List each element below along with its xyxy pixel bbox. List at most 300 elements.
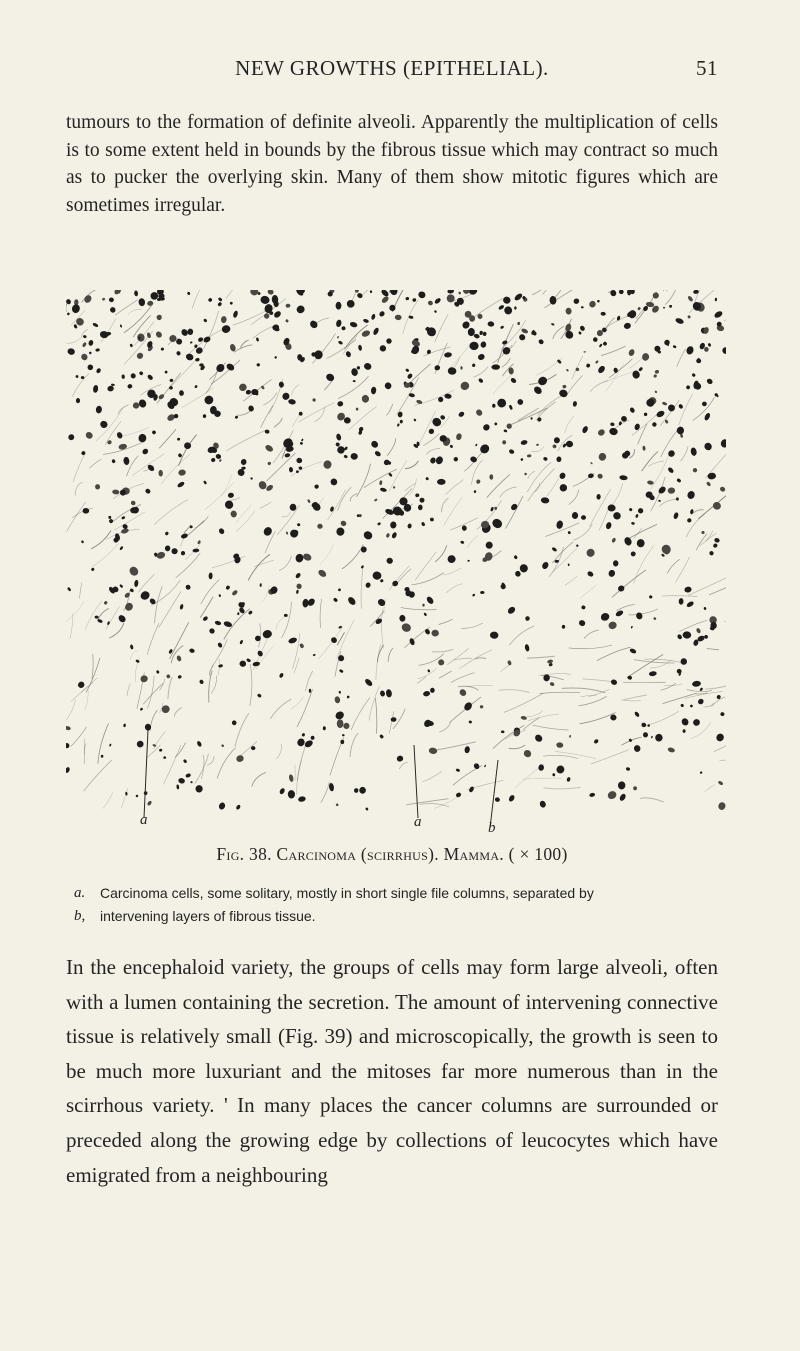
cell-nucleus bbox=[278, 381, 284, 388]
fiber-strand bbox=[569, 490, 579, 505]
cell-nucleus bbox=[215, 453, 222, 459]
cell-nucleus bbox=[641, 352, 650, 361]
cell-nucleus bbox=[543, 456, 548, 461]
cell-nucleus bbox=[415, 493, 420, 497]
cell-nucleus bbox=[221, 316, 227, 324]
cell-nucleus bbox=[180, 533, 188, 540]
cell-nucleus bbox=[67, 347, 76, 355]
fiber-strand bbox=[663, 693, 697, 703]
cell-nucleus bbox=[117, 614, 127, 624]
cell-nucleus bbox=[345, 351, 352, 358]
fiber-strand bbox=[681, 446, 688, 461]
cell-nucleus bbox=[617, 781, 626, 790]
cell-nucleus bbox=[379, 345, 386, 352]
fiber-strand bbox=[610, 484, 623, 508]
cell-nucleus bbox=[66, 725, 71, 730]
cell-nucleus bbox=[643, 732, 649, 738]
cell-nucleus bbox=[513, 292, 523, 301]
cell-nucleus bbox=[379, 480, 383, 485]
cell-nucleus bbox=[262, 629, 273, 639]
cell-nucleus bbox=[469, 455, 478, 463]
cell-nucleus bbox=[164, 545, 170, 552]
cell-nucleus bbox=[521, 328, 529, 335]
cell-nucleus bbox=[236, 754, 245, 762]
cell-nucleus bbox=[480, 341, 487, 348]
fiber-strand bbox=[661, 683, 676, 690]
cell-nucleus bbox=[218, 297, 223, 302]
fiber-strand bbox=[580, 585, 596, 598]
cell-nucleus bbox=[164, 370, 168, 374]
legend-key: a. bbox=[74, 885, 86, 901]
cell-nucleus bbox=[202, 616, 208, 622]
cell-nucleus bbox=[113, 290, 123, 296]
cell-nucleus bbox=[434, 310, 438, 313]
fiber-strand bbox=[528, 714, 559, 721]
cell-nucleus bbox=[553, 436, 561, 444]
cell-nucleus bbox=[71, 303, 81, 314]
cell-nucleus bbox=[231, 720, 237, 726]
fiber-strand bbox=[467, 536, 478, 548]
fiber-strand bbox=[234, 345, 252, 352]
label-pointer-lines bbox=[144, 730, 498, 828]
cell-nucleus bbox=[144, 723, 151, 731]
cell-nucleus bbox=[343, 454, 348, 458]
cell-nucleus bbox=[572, 401, 577, 407]
cell-nucleus bbox=[185, 773, 191, 779]
fiber-strand bbox=[342, 545, 363, 569]
cell-nucleus bbox=[225, 585, 230, 590]
chapter-title: NEW GROWTHS (EPITHELIAL). bbox=[235, 56, 549, 80]
cell-nucleus bbox=[479, 331, 483, 336]
cell-nucleus bbox=[330, 477, 339, 486]
fiber-strand bbox=[67, 699, 76, 720]
cell-nucleus bbox=[297, 523, 301, 526]
cell-nucleus bbox=[581, 425, 589, 434]
cell-nucleus bbox=[423, 612, 427, 616]
cell-nucleus bbox=[312, 398, 317, 403]
cell-nucleus bbox=[556, 456, 561, 462]
cell-nucleus bbox=[289, 503, 296, 511]
cell-nucleus bbox=[245, 390, 251, 395]
cell-nucleus bbox=[260, 295, 271, 305]
cell-nucleus bbox=[385, 337, 393, 345]
cell-nucleus bbox=[325, 372, 336, 382]
cell-nucleus bbox=[340, 740, 344, 744]
cell-nucleus bbox=[473, 762, 481, 770]
cell-nucleus bbox=[696, 627, 702, 634]
cell-nucleus bbox=[720, 438, 726, 448]
fiber-strand bbox=[493, 374, 513, 395]
cell-nucleus bbox=[190, 781, 193, 784]
cell-nucleus bbox=[669, 305, 673, 309]
cell-nucleus bbox=[111, 459, 115, 464]
cell-nucleus bbox=[187, 291, 191, 295]
figure-legend bbox=[74, 882, 734, 928]
cell-nucleus bbox=[609, 427, 619, 436]
cell-nucleus bbox=[597, 473, 604, 480]
cell-nucleus bbox=[651, 421, 657, 427]
fiber-strand bbox=[150, 710, 158, 731]
fiber-strand bbox=[601, 346, 626, 356]
cell-nucleus bbox=[147, 800, 153, 806]
cell-nucleus bbox=[478, 443, 491, 456]
cell-nucleus bbox=[510, 377, 517, 384]
cell-nucleus bbox=[406, 373, 413, 380]
cell-nucleus bbox=[358, 345, 363, 352]
fiber-strand bbox=[89, 460, 101, 469]
cell-nucleus bbox=[458, 688, 467, 697]
cell-nucleus bbox=[336, 302, 342, 310]
fiber-strand bbox=[688, 577, 726, 595]
cell-nucleus bbox=[428, 428, 435, 435]
fiber-strand bbox=[66, 601, 84, 621]
cell-nucleus bbox=[649, 671, 657, 677]
histology-figure bbox=[66, 290, 726, 830]
cell-nucleus bbox=[717, 801, 726, 811]
cell-nucleus bbox=[323, 460, 333, 470]
cell-nucleus bbox=[586, 570, 594, 577]
fiber-strand bbox=[338, 487, 352, 511]
cell-nucleus bbox=[447, 290, 454, 294]
cell-nucleus bbox=[317, 524, 323, 529]
fiber-strand bbox=[691, 722, 711, 739]
cell-nucleus bbox=[136, 351, 145, 360]
cell-nucleus bbox=[524, 644, 530, 652]
cell-nucleus bbox=[176, 784, 179, 789]
cell-nucleus bbox=[287, 790, 295, 799]
cell-nucleus bbox=[286, 531, 289, 534]
cell-nucleus bbox=[208, 627, 215, 634]
legend-row bbox=[74, 882, 734, 905]
cell-nucleus bbox=[524, 615, 530, 621]
fiber-strand bbox=[170, 622, 189, 659]
cell-nucleus bbox=[444, 352, 452, 358]
cell-nucleus bbox=[690, 704, 694, 708]
cell-nucleus bbox=[221, 324, 231, 334]
fiber-strand bbox=[686, 514, 705, 537]
cell-nucleus bbox=[434, 365, 441, 372]
cell-nucleus bbox=[447, 367, 456, 375]
cell-nucleus bbox=[498, 304, 505, 310]
cell-nucleus bbox=[309, 689, 311, 693]
fiber-strand bbox=[724, 616, 726, 622]
cell-nucleus bbox=[631, 522, 635, 525]
cell-nucleus bbox=[334, 696, 341, 704]
fiber-strand bbox=[543, 755, 578, 758]
cell-nucleus bbox=[480, 705, 484, 709]
cell-nucleus bbox=[676, 497, 679, 500]
fiber-strand bbox=[509, 626, 534, 645]
cell-nucleus bbox=[264, 429, 270, 434]
fiber-strand bbox=[256, 645, 275, 670]
cell-nucleus bbox=[75, 375, 79, 379]
cell-nucleus bbox=[484, 765, 486, 768]
cell-nucleus bbox=[334, 710, 345, 721]
cell-nucleus bbox=[651, 736, 653, 739]
cell-nucleus bbox=[434, 297, 442, 305]
cell-nucleus bbox=[301, 733, 305, 737]
fiber-strand bbox=[449, 346, 469, 369]
cell-nucleus bbox=[472, 363, 476, 367]
cell-nucleus bbox=[111, 383, 115, 386]
cell-nucleus bbox=[144, 488, 151, 495]
cell-nucleus bbox=[108, 516, 111, 519]
cell-nucleus bbox=[386, 533, 391, 538]
cell-nucleus bbox=[177, 438, 180, 441]
cell-nucleus bbox=[703, 441, 713, 451]
cell-nucleus bbox=[507, 660, 512, 666]
cell-nucleus bbox=[129, 343, 133, 347]
fiber-strand bbox=[640, 798, 664, 802]
cell-nucleus bbox=[569, 735, 571, 738]
cell-nucleus bbox=[458, 411, 466, 418]
cell-nucleus bbox=[379, 690, 385, 697]
cell-nucleus bbox=[630, 550, 637, 557]
cell-nucleus bbox=[480, 591, 484, 594]
cell-nucleus bbox=[412, 298, 417, 303]
cell-nucleus bbox=[399, 615, 406, 622]
fiber-strand bbox=[582, 679, 614, 682]
fiber-strand bbox=[432, 649, 453, 652]
cell-nucleus bbox=[228, 492, 235, 498]
fiber-strand bbox=[314, 407, 325, 422]
cell-nucleus bbox=[455, 768, 460, 772]
cell-nucleus bbox=[214, 620, 221, 626]
cell-nucleus bbox=[139, 674, 149, 683]
fiber-strand bbox=[540, 692, 580, 693]
cell-nucleus bbox=[385, 689, 392, 698]
cell-nucleus bbox=[203, 318, 208, 323]
cell-nucleus bbox=[164, 531, 169, 536]
fiber-strand bbox=[350, 733, 358, 757]
fiber-strand bbox=[461, 623, 483, 628]
cell-nucleus bbox=[426, 349, 431, 355]
cell-nucleus bbox=[380, 487, 388, 492]
cell-nucleus bbox=[181, 551, 186, 556]
cell-nucleus bbox=[107, 385, 114, 392]
cell-nucleus bbox=[581, 306, 584, 308]
cell-nucleus bbox=[339, 669, 344, 674]
fiber-strand bbox=[444, 497, 463, 526]
cell-nucleus bbox=[631, 370, 640, 380]
cell-nucleus bbox=[437, 658, 445, 666]
cell-nucleus bbox=[185, 353, 195, 362]
cell-nucleus bbox=[217, 301, 222, 306]
figure-caption-text: Carcinoma (scirrhus). Mamma. ( × 100) bbox=[276, 844, 568, 864]
cell-nucleus bbox=[251, 746, 255, 750]
cell-nucleus bbox=[468, 720, 472, 724]
cell-nucleus bbox=[487, 321, 494, 327]
cell-nucleus bbox=[714, 537, 720, 543]
cell-nucleus bbox=[299, 643, 305, 649]
fiber-strand bbox=[528, 471, 535, 479]
fiber-strand bbox=[147, 676, 154, 709]
cell-nucleus bbox=[467, 560, 470, 562]
cell-nucleus bbox=[229, 301, 233, 305]
cell-nucleus bbox=[370, 440, 380, 450]
figure-label-a-center: a bbox=[414, 814, 422, 830]
micrograph-illustration bbox=[66, 290, 726, 830]
cell-nucleus bbox=[430, 517, 434, 521]
cell-nucleus bbox=[379, 734, 384, 739]
cell-nucleus bbox=[473, 490, 476, 493]
fiber-strand bbox=[114, 512, 145, 531]
cell-nucleus bbox=[631, 626, 633, 629]
cell-nucleus bbox=[124, 601, 135, 612]
cell-nucleus bbox=[138, 298, 145, 307]
fiber-strand bbox=[159, 591, 181, 627]
cell-nucleus bbox=[323, 726, 326, 730]
cell-nucleus bbox=[663, 339, 671, 347]
cell-nucleus bbox=[680, 703, 684, 707]
cell-nucleus bbox=[180, 328, 189, 337]
cell-nucleus bbox=[590, 462, 593, 465]
cell-nucleus bbox=[635, 514, 639, 518]
cell-nucleus bbox=[629, 648, 637, 655]
cell-nucleus bbox=[516, 398, 524, 406]
cell-nucleus bbox=[461, 320, 471, 330]
cell-nucleus bbox=[527, 454, 532, 457]
cell-nucleus bbox=[357, 366, 361, 370]
cell-nucleus bbox=[431, 630, 439, 637]
fiber-strand bbox=[297, 741, 307, 781]
cell-nucleus bbox=[341, 326, 346, 330]
fiber-strand bbox=[343, 335, 357, 354]
cell-nucleus bbox=[598, 452, 607, 462]
cell-nucleus bbox=[618, 290, 624, 295]
fiber-strand bbox=[147, 623, 159, 655]
cell-nucleus bbox=[123, 456, 130, 465]
cell-nucleus bbox=[496, 398, 506, 408]
cell-nucleus bbox=[237, 612, 239, 615]
fiber-strand bbox=[527, 711, 543, 717]
cell-nucleus bbox=[699, 687, 703, 691]
cell-nucleus bbox=[419, 497, 426, 504]
cell-nucleus bbox=[475, 408, 484, 417]
cell-nucleus bbox=[109, 743, 112, 746]
fiber-strand bbox=[439, 671, 452, 678]
cell-nucleus bbox=[712, 543, 718, 549]
cell-nucleus bbox=[296, 590, 299, 595]
cell-nucleus bbox=[413, 418, 416, 422]
cell-nucleus bbox=[340, 520, 348, 527]
fiber-strand bbox=[509, 408, 548, 425]
cell-nucleus bbox=[686, 490, 696, 500]
cell-nucleus bbox=[218, 664, 223, 668]
cell-nucleus bbox=[491, 364, 500, 370]
cell-nucleus bbox=[600, 312, 606, 316]
fiber-strand bbox=[665, 290, 676, 305]
cell-nucleus bbox=[692, 718, 701, 727]
cell-nucleus bbox=[421, 521, 426, 526]
paragraph-top: tumours to the formation of definite alveoli. Apparently the multiplication of cells is to some extent held in bounds by the fibrous tissue which may contract so much as to pucker the overlying skin. Many of them show mitotic figures which are sometimes irregular. bbox=[66, 112, 718, 216]
cell-nucleus bbox=[637, 306, 641, 310]
cell-nucleus bbox=[139, 371, 144, 376]
fiber-strand bbox=[376, 645, 381, 680]
fiber-strand bbox=[98, 608, 109, 620]
fiber-strand bbox=[499, 690, 530, 693]
cell-nucleus bbox=[178, 469, 187, 477]
cell-nucleus bbox=[350, 453, 358, 460]
cell-nucleus bbox=[422, 604, 424, 607]
cell-nucleus bbox=[514, 306, 517, 309]
cell-nucleus bbox=[83, 335, 87, 339]
fiber-strand bbox=[106, 607, 119, 630]
cell-nucleus bbox=[295, 572, 302, 579]
cell-nucleus bbox=[611, 537, 616, 543]
cell-nucleus bbox=[616, 315, 621, 321]
cell-nucleus bbox=[299, 412, 303, 416]
cell-nucleus bbox=[697, 698, 705, 706]
cell-nucleus bbox=[218, 527, 225, 535]
cell-nucleus bbox=[378, 310, 385, 317]
cell-nucleus bbox=[159, 748, 163, 752]
cell-nucleus bbox=[309, 319, 319, 329]
cell-nucleus bbox=[468, 786, 475, 793]
fiber-strand bbox=[446, 584, 462, 593]
fiber-strand bbox=[258, 623, 260, 647]
fiber-strand bbox=[92, 654, 93, 679]
fiber-strand bbox=[337, 620, 355, 659]
cell-nucleus bbox=[310, 736, 314, 741]
fiber-strand bbox=[200, 597, 213, 618]
cell-nucleus bbox=[285, 319, 289, 323]
cell-nucleus bbox=[179, 390, 184, 396]
cell-nucleus bbox=[599, 343, 603, 348]
cell-nucleus bbox=[81, 540, 84, 544]
cell-nucleus bbox=[183, 759, 188, 764]
cell-nucleus bbox=[147, 300, 154, 306]
fiber-strand bbox=[573, 524, 592, 540]
cell-nucleus bbox=[461, 525, 467, 531]
cell-nucleus bbox=[575, 367, 580, 371]
cell-nucleus bbox=[615, 609, 624, 617]
cell-nucleus bbox=[446, 293, 456, 303]
fiber-strand bbox=[724, 309, 726, 321]
legend-text: Carcinoma cells, some solitary, mostly in short single file columns, separated by bbox=[100, 885, 594, 901]
cell-nucleus bbox=[156, 551, 166, 560]
cell-nucleus bbox=[131, 506, 140, 515]
cell-nucleus bbox=[295, 304, 305, 314]
cell-nucleus bbox=[661, 553, 665, 557]
cell-nucleus bbox=[619, 475, 628, 481]
fiber-strand bbox=[320, 599, 322, 628]
cell-nucleus bbox=[565, 307, 572, 314]
fiber-strand bbox=[547, 479, 558, 497]
cell-nucleus bbox=[347, 596, 357, 607]
cell-nucleus bbox=[232, 310, 238, 318]
cell-nucleus bbox=[163, 756, 166, 759]
cell-nucleus bbox=[300, 442, 304, 445]
cell-nucleus bbox=[288, 637, 298, 645]
cell-nucleus bbox=[586, 363, 591, 368]
cell-nucleus bbox=[458, 291, 461, 294]
fiber-strand bbox=[115, 300, 138, 315]
fiber-strand bbox=[435, 545, 447, 562]
cell-nucleus bbox=[147, 374, 154, 381]
cell-nucleus bbox=[706, 378, 714, 386]
cell-nucleus bbox=[556, 742, 564, 748]
fiber-strand bbox=[565, 576, 577, 585]
cell-nucleus bbox=[101, 755, 104, 758]
cell-nucleus bbox=[397, 423, 400, 427]
fiber-strand bbox=[387, 438, 396, 455]
fiber-strand bbox=[84, 690, 88, 711]
cell-nucleus bbox=[141, 448, 149, 456]
fiber-strand bbox=[317, 318, 329, 323]
fiber-strand bbox=[449, 697, 481, 723]
legend-row bbox=[74, 905, 734, 928]
